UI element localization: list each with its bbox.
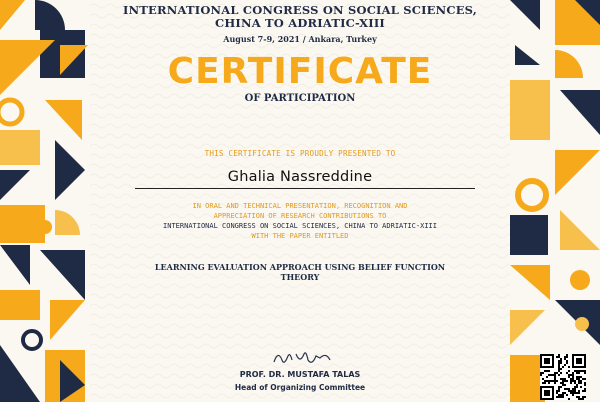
congress-title <box>100 4 500 30</box>
event-date-location: August 7-9, 2021 / Ankara, Turkey <box>223 34 377 44</box>
signatory-role: Head of Organizing Committee <box>234 383 366 392</box>
right-geometric-decoration <box>510 0 600 402</box>
description-line-1: IN ORAL AND TECHNICAL PRESENTATION, RECOGNITION AND <box>192 202 408 210</box>
description-line-4: WITH THE PAPER ENTITLED <box>251 232 349 240</box>
name-underline <box>135 188 475 189</box>
certificate-heading: CERTIFICATE <box>167 51 433 92</box>
left-geometric-decoration <box>0 0 90 402</box>
paper-title: LEARNING EVALUATION APPROACH USING BELIEF FUNCTION THEORY <box>154 262 446 282</box>
certificate-subheading: OF PARTICIPATION <box>244 93 356 104</box>
congress-title-line2: CHINA TO ADRIATIC-XIII <box>214 16 386 30</box>
description-line-3: INTERNATIONAL CONGRESS ON SOCIAL SCIENCES, CHINA TO ADRIATIC-XIII <box>163 222 437 230</box>
presented-to-line: THIS CERTIFICATE IS PROUDLY PRESENTED TO <box>204 149 396 158</box>
signatory-name: PROF. DR. MUSTAFA TALAS <box>239 370 361 379</box>
description-line-2: APPRECIATION OF RESEARCH CONTRIBUTIONS TO <box>213 212 387 220</box>
congress-title-line1: INTERNATIONAL CONGRESS ON SOCIAL SCIENCES, <box>123 3 477 17</box>
qr-code-icon <box>540 354 586 400</box>
recipient-name: Ghalia Nassreddine <box>227 169 373 185</box>
signature-mark <box>270 346 340 368</box>
